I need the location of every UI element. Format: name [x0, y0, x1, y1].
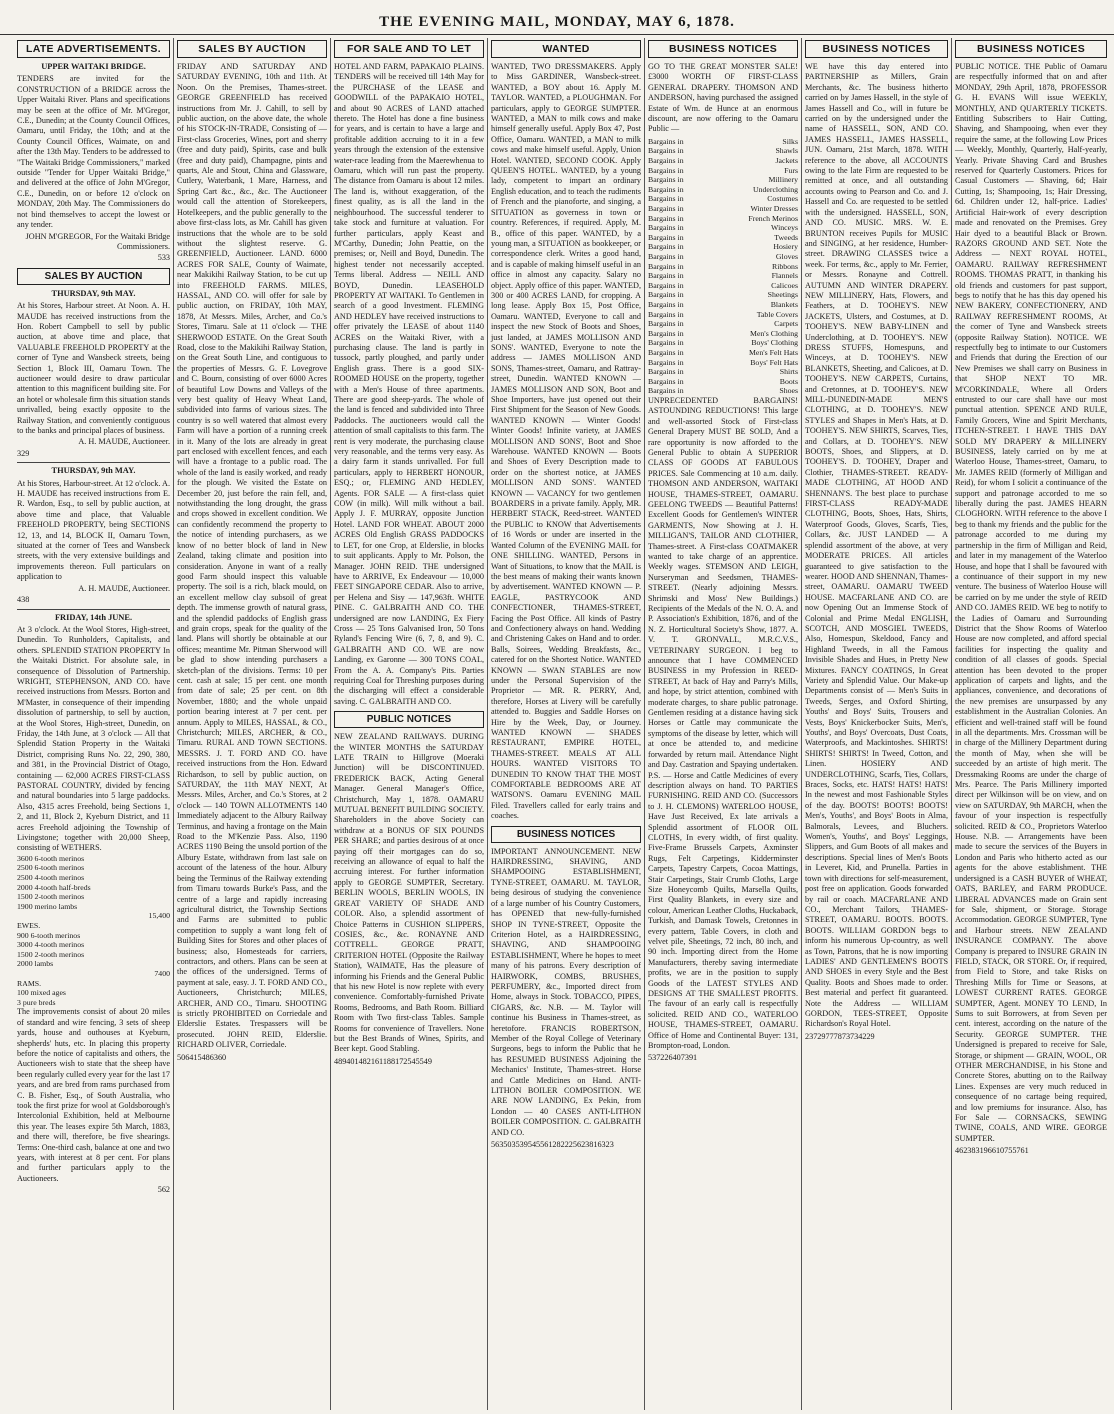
column-heading: FOR SALE AND TO LET [334, 40, 484, 58]
monster-sale-intro: GO TO THE GREAT MONSTER SALE! £3000 WORTH OF FIRST-CLASS GENERAL DRAPERY. THOMSON AND ANDERSON, having purchased the assigned Estate of Wm. de Hunce at an enormous discount, are now offering to the Oamaru Public — [648, 62, 798, 134]
property-listings: HOTEL AND FARM, PAPAKAIO PLAINS. TENDERS will be received till 14th May for the PURCHASE of the LEASE and GOODWILL of the PAPAKAIO HOTEL, and about 90 ACRES of LAND attached thereto. The Hotel has done a fine business for years, and is certain to have a large and profitable addition accruing to it in a few years through the extension of the extensive water-race leading from the Maerewhenua to Oamaru, which will run past the property. The distance from Oamaru is about 12 miles. The land is, without exaggeration, of the finest quality, as is all the land in the neighbourhood. The successful tenderer to take stock and furniture at valuation. For further particulars, apply Keast and M'Carthy, Dunedin; John Peattie, on the premises; or, Neill and Boyd, Dunedin. The highest tender not necessarily accepted. Terms liberal. Address — NEILL AND BOYD, Dunedin. LEASEHOLD PROPERTY AT WAITAKI. To Gentlemen in search of a good Investment. FLEMING AND HEDLEY have received instructions to offer privately the LEASE of about 1140 ACRES on the Waitaki River, with a purchasing clause. The land is partly in tussock, partly ploughed, and partly under English grass. There is a good SIX-ROOMED HOUSE on the property, together with a Men's House of three apartments. There are good sheep-yards. The whole of the land is fenced and subdivided into Three Paddocks. The auctioneers would call the attention of small capitalists to this farm. The rent is very moderate, the purchasing clause very reasonable, and the terms very easy. As a dairy farm it stands unrivalled. For full particulars, apply to HERBERT HONOUR, ESQ.; or, FLEMING AND HEDLEY, Agents. FOR SALE — A first-class quiet COW (in milk). Will milk without a bail. Apply J. F. MURRAY, opposite Junction Hotel. LAND FOR WHEAT. ABOUT 2000 ACRES Old English GRASS PADDOCKS to LET, for one Crop, at Elderslie, in blocks to suit applicants. Apply to Mr. Polson, the Manager. JOHN REID. THE undersigned have to ARRIVE, Ex Endeavour — 10,000 FEET SINGAPORE CEDAR. Also to arrive, per Helena and Sisy — 147,963ft. WHITE PINE. C. GALBRAITH AND CO. THE undersigned are now LANDING, Ex Fiery Cross — 25 Tons Galvanised Iron, 50 Tons Ryland's Fencing Wire (6, 7, 8, and 9). C. GALBRAITH AND CO. WE are now Landing, ex Garonne — 300 TONS COAL, From the A. A. Company's Pits. Parties requiring Coal for Threshing purposes during the discharging will effect a considerable saving. C. GALBRAITH AND CO. [334, 62, 484, 706]
ad-signature: A. H. MAUDE, Auctioneer. [78, 437, 170, 447]
masthead [0, 0, 1114, 35]
bargain-row: Bargains in Jackets [648, 156, 798, 166]
bargain-row: Bargains in Costumes [648, 194, 798, 204]
ad-numbers: 462383196610755761 [955, 1146, 1029, 1156]
ad-signature: A. H. MAUDE, Auctioneer. [78, 583, 170, 593]
sheep-row: 2000 lambs [17, 959, 54, 969]
wanted-listings: WANTED, TWO DRESSMAKERS. Apply to Miss GARDINER, Wansbeck-street. WANTED, a BOY about 16. Apply M. TAYLOR. WANTED, a PLOUGHMAN. For particulars, apply to GEORGE SUMPTER. WANTED, a MAN to milk cows and make himself generally useful. Apply Box 47, Post Office, Oamaru. WANTED, a MAN to milk cows and make himself useful. Apply, Union Hotel. WANTED, SECOND COOK. Apply QUEEN'S HOTEL. WANTED, by a young lady, competent to impart an ordinary English education, and to teach the rudiments of French and the pianoforte, and singing, a SITUATION as governess in town or country. References, if required. Apply, M. B., office of this paper. WANTED, by a young man, a SITUATION as bookkeeper, or correspondence clerk. Writes a good hand, and is capable of making himself useful in an office in almost any capacity. Salary no object. Apply office of this paper. WANTED, 300 or 400 ACRES LAND, for cropping. A long lease. Apply Box 15, Post Office, Oamaru. WANTED, Everyone to call and inspect the new Stock of Boots and Shoes, just landed, at JAMES MOLLISON AND SONS'. WANTED, Everyone to note the address — JAMES MOLLISON AND SONS, Thames-street, Oamaru, and Rattray-street, Dunedin. WANTED KNOWN — JAMES MOLLISON AND SON, Boot and Shoe Importers, have just opened out their First Shipment for the Season of New Goods. WANTED KNOWN — Winter Goods! Winter Goods! Infinite variety, at JAMES MOLLISON AND SONS', Boot and Shoe Warehouse. WANTED KNOWN — Boots and Shoes of Every Description made to order on the shortest notice, at JAMES MOLLISON AND SONS'. WANTED KNOWN — VACANCY for two gentlemen BOARDERS in a private family. Apply, MR. HERBERT STACK, Reed-street. WANTED the PUBLIC to KNOW that Advertisements of 16 Words or under are inserted in the Wanted Column of the EVENING MAIL for ONE SHILLING. WANTED, Persons in Want of Situations, to know that the MAIL is the best means of making their wants known by advertisement. WANTED KNOWN — P. EAGLE, PASTRYCOOK AND CONFECTIONER, THAMES-STREET, Facing the Post Office. All kinds of Pastry and Confectionery always on hand. Wedding and Christening Cakes on Hand and to order. Balls, Soirees, Wedding Breakfasts, &c., catered for on the Shortest Notice. WANTED KNOWN — SWAN STABLES are now under the Personal Supervision of the Proprietor — MR. R. PERRY, And, therefore, Horses at Livery will be carefully attended to. Buggies and Saddle Horses on Hire by the Week, Day, or Journey. WANTED KNOWN — SHADES RESTAURANT, EMPIRE HOTEL, THAMES-STREET. MEALS AT ALL HOURS. WANTED VISITORS TO DUNEDIN TO KNOW THAT THE MOST COMFORTABLE BEDROOMS ARE AT WATSON'S. Oamaru EVENING MAIL Filed. Travellers called for early trains and coaches. [491, 62, 641, 821]
ad-title: FRIDAY, 14th JUNE. [54, 612, 133, 622]
column-heading: LATE ADVERTISEMENTS. [17, 40, 170, 58]
bargain-row: Bargains in Calicoes [648, 280, 798, 290]
columns [14, 38, 1110, 1410]
bargain-row: Bargains in Carpets [648, 319, 798, 329]
column-heading: BUSINESS NOTICES [955, 40, 1107, 58]
column-business-notices-1 [645, 38, 802, 1410]
business-notices: UNPRECEDENTED BARGAINS! ASTOUNDING REDUCTIONS! This large and well-assorted Stock of First-class General Drapery MUST BE SOLD, And a rare opportunity is now afforded to the General Public to obtain A SUPERIOR CLASS OF GOODS AT FABULOUS PRICES. Sale Commencing at 10 a.m. daily. THOMSON AND ANDERSON, WAITAKI HOUSE, THAMES-STREET, OAMARU. GEELONG TWEEDS — Beautiful Patterns! Excellent Goods for Gentlemen's WINTER GARMENTS, Now Showing at J. H. MILLIGAN'S, TAILOR AND CLOTHIER, Thames-street. A First-class COATMAKER wanted to take charge of an apprentice. Weekly wages. STEMSON AND LEIGH, Nurseryman and Seedsmen, THAMES-STREET. (Nearly adjoining Messrs. Shrimski and Moss' New Buildings.) Recipients of the Medals of the N. O. A. and P. Association's Exhibition, 1876, and of the N. Z. Horticultural Society's Show, 1877. A. V. T. GRONVALL, M.R.C.V.S., VETERINARY SURGEON. I beg to announce that I have COMMENCED BUSINESS in my Profession in REED-STREET, At back of Hay and Parry's Mills, and hope, by strict attention, combined with moderate charges, to share public patronage. Gentlemen residing at a distance having sick Horses or Cattle may communicate the symptoms of the disease by letter, which will at once be attended to, and medicine forwarded by return mail. Attendance Night and Day. Castration and Spaying undertaken. P.S. — Horse and Cattle Medicines of every description always on hand. TO PARTIES FURNISHING. REID AND CO. (Successors to J. H. CLEMONS) WATERLOO HOUSE, Have Just Received, Ex late arrivals a Splendid assortment of FLOOR OIL CLOTHS, In every width, of first quality. Five-Frame Brussels Carpets, Axminster Rugs, Felt Carpetings, Kidderminster Carpets, Tapestry Carpets, Cocoa Mattings, Stair Carpetings, Stair Crumb Cloths, Large Size Honeycomb Quilts, Marsella Quilts, First Quality Blankets, in every size and colour, American Leather Cloths, Huckaback, Turkish, and Damask Towels, Cretonnes in every pattern, Table Covers, in cloth and velvet pile, Sheetings, 72 inch, 80 inch, and 90 inch. Importing direct from the Home Manufacturers, thereby saving intermediate profits, we are in the position to supply Goods of the LATEST STYLES AND DESIGNS AT THE SMALLEST PROFITS. The favour of an early call is respectfully solicited. REID AND CO., WATERLOO HOUSE, THAMES-STREET, OAMARU. Office of Home and Continental Buyer: 131, Brompton-road, London. [648, 395, 798, 1051]
ad-numbers: 23729777873734229 [805, 1031, 875, 1041]
bargain-row: Bargains in Shirts [648, 367, 798, 377]
ad-title: THURSDAY, 9th MAY. [51, 288, 136, 298]
bargain-row: Bargains in Millinery [648, 175, 798, 185]
ad-title: THURSDAY, 9th MAY. [51, 466, 136, 476]
bargain-row: Bargains in Ribbons [648, 261, 798, 271]
column-business-notices-3 [952, 38, 1110, 1410]
bargain-row: Bargains in Winter Dresses [648, 204, 798, 213]
bargain-row: Bargains in Sheetings [648, 290, 798, 300]
bargain-row: Bargains in Boys' Clothing [648, 338, 798, 348]
sheep-row: 2000 4-tooth half-breds [17, 882, 91, 892]
bargain-row: Bargains in Men's Felt Hats [648, 347, 798, 357]
station-auction-ad [17, 613, 170, 1196]
business-notices: WE have this day entered into PARTNERSHIP as Millers, Grain Merchants, &c. The business hitherto carried on by James Hassell, in the style of James Hassell and Co., will in future be carried on by the undersigned under the name of HASSELL, SON, AND CO. JAMES HASSELL, JAMES HASSELL, JUN. Oamaru, 21st March, 1878. WITH reference to the above, all ACCOUNTS owing to the late Firm are requested to be remitted at once, and all outstanding accounts owing to Pearson and Co. and J. Hassell and Co. are requested to be settled with the undersigned. HASSELL, SON, AND CO. MUSIC. MRS. W. E. BRUNTON receives Pupils for MUSIC and SINGING, at her residence, Humber-street. DRAWING CLASSES twice a week. For terms, &c., apply to Mr. Ferrier, or Messrs. Ronayne and Cottrell. AUTUMN AND WINTER DRAPERY. NEW MILLINERY, Hats, Flowers, and Feathers, at D. TOOHEY'S. NEW JACKETS, Ulsters, and Costumes, at D. TOOHEY'S. NEW BABY-LINEN and Underclothing, at D. TOOHEY'S. NEW DRESS STUFFS, Homespuns, and Winceys, at D. TOOHEY'S. NEW BLANKETS, Sheeting, and Calicoes, at D. TOOHEY'S. NEW CARPETS, Curtains, and Cretonnes, at D. TOOHEY'S. NEW MILL-DUNEDIN-MADE MEN'S CLOTHING, at D. TOOHEY'S. NEW STYLES and Shapes in Men's Hats, at D. TOOHEY'S. NEW SHIRTS, Scarves, Ties, and Collars, at D. TOOHEY'S. NEW BOOTS, Shoes, and Slippers, at D. TOOHEY'S. D. TOOHEY, Draper and Clothier, THAMES-STREET. READY-MADE CLOTHING, AT HOOD AND SHENNAN'S. The best place to purchase FIRST-CLASS READY-MADE CLOTHING, Boots, Shoes, Hats, Shirts, Waterproof Goods, Gloves, Scarfs, Ties, Collars, &c. JUST LANDED — A splendid assortment of the above, at very MODERATE PRICES. All articles guaranteed to give satisfaction to the wearer. HOOD AND SHENNAN, Thames-street, OAMARU. OAMARU TWEED HOUSE. MACFARLANE AND CO. are now Opening Out an Immense Stock of Colonial and Prime Medal ENGLISH, SCOTCH, AND MOSGIEL TWEEDS, Also, Homespun, Skeldood, Fancy and Highland Tweeds, in all the Famous Invisible Shades and Hues, in Pretty New Mixtures. FANCY COATINGS, In Great Variety and Splendid Value. Our Make-up Departments consist of — Men's Suits in Tweeds, Serges, and Oxford Shirting, Youths' and Boys' Suits, Trousers and Vests, Boys' Knickerbocker Suits, Men's, Youths', and Boys' Overcoats, Dust Coats, Waterproofs, and Mackintoshes. SHIRTS! SHIRTS! SHIRTS! In Tweed, Cotton, and Linen. HOSIERY AND UNDERCLOTHING, Scarfs, Ties, Collars, Braces, Socks, etc. HATS! HATS! HATS! In the newest and most Fashionable Styles of the day. BOOTS! BOOTS! BOOTS! Men's, Youths', and Boys' Boots in Alma, Balmorals, Levees, and Bluchers. Women's, Youths', and Boys' Leggings, Slippers, and Gum Boots of all makes and descriptions. Special lines of Men's Boots in Leveret, Kid, and Prunella. Parties in town with directions for self-measurement, post free on application. Goods forwarded by rail or coach. MACFARLANE AND CO., Merchant Tailors, THAMES-STREET, OAMARU. BOOTS. BOOTS. BOOTS. WILLIAM GORDON begs to inform his numerous Up-country, as well as Town, Patrons, that he is now importing LADIES' AND GENTLEMEN'S BOOTS AND SHOES in every Style and the Best Quality. Boots and Shoes made to order. Best material and perfect fit guaranteed. Note the Address — WILLIAM GORDON, TEES-STREET, Opposite Richardson's Royal Hotel. [805, 62, 948, 1029]
ad-numbers: 506415486360 [177, 1052, 227, 1062]
ad-signature: JOHN M'GREGOR, For the Waitaki Bridge Commissioners. [25, 231, 170, 251]
auction-listings: FRIDAY AND SATURDAY AND SATURDAY EVENING, 10th and 11th. At Noon. On the Premises, Thames-street. GEORGE GREENFIELD has received instructions from Mr. J. Cahill, to sell by public auction, on the above date, the whole of his STOCK-IN-TRADE, Consisting of — First-class Groceries, Wines, port and sherry (free and duty paid), Spirits, case and bulk (free and duty paid), Champagne, pints and quarts, Ale and Stout, China and Glassware, Cutlery, Waterbank, 1 Mare, Harness, and Spring Cart &c., &c., &c. The Auctioneer would call the attention of Storekeepers, Hotelkeepers, and the public generally to the above first-class lots, as Mr. Cahill has given instructions that the whole are to be sold without the slightest reserve. G. GREENFIELD, Auctioneer. LAND. 6000 ACRES FOR SALE, County of Waimate, near Makikihi Railway Station, to be cut up into FREEHOLD FARMS. MILES, HASSAL, AND CO. will offer for sale by public auction, on FRIDAY, 10th MAY, 1878, At Messrs. Miles, Archer, and Co.'s Stores, Timaru. Sale at 11 o'clock — THE SHERWOOD ESTATE. On the Great South Road, close to the Makikihi Railway Station, on the Great South Line, and contiguous to the properties of Messrs. G. F. Lovegrove and C. Bourn, consisting of over 6000 Acres of beautiful Low Downs and Valleys of the very best quality of Heavy Wheat Land, subdivided into farms of various sizes. The country is so well watered that almost every Farm will have a portion of a running creek in it. Many of the lots are already in great part enclosed with excellent fences, and each will have a frontage to a public road. The whole of the land is easily worked, and ready for the plough. We visited the Estate on December 20, just before the rain fell, and, notwithstanding the long drought, the grass and crops showed in excellent condition. We can confidently recommend the property to the notice of intending purchasers, as we know of no better block of land in New Zealand, taking climate and position into consideration. Anyone in want of a really good Farm should inspect this valuable property. The soil is a rich, black mould, on an excellent mellow clay subsoil of great depth. The immense growth of natural grass, and the splendid paddocks of English grass and grain crops, speak for the quality of the land. Plans will shortly be obtainable at our offices; meantime Mr. Pitman Sherwood will be glad to show intending purchasers a sketch-plan of the divisions. Terms: 10 per cent. cash at sale; 15 per cent. one month from date of sale; 25 per cent. on 8th November, 1880; and the whole unpaid portion bearing interest at 7 per cent. per annum. Apply to MILES, HASSAL, & CO., Christchurch; MILES, ARCHER, & CO., Timaru. RURAL AND TOWN SECTIONS. MESSRS. J. T. FORD AND CO. have received instructions from the Hon. Edward Richardson, to sell by public auction, on SATURDAY, the 11th MAY NEXT, At Messrs. Miles, Archer, and Co.'s Stores, at 2 o'clock — 140 TOWN ALLOTMENTS 140 Immediately adjacent to the Albury Railway Terminus, and having a frontage on the Main Road to the M'Kenzie Pass. Also, 1190 ACRES 1190 Being the unsold portion of the Albury Estate, withdrawn from last sale on account of the lateness of the hour. Albury being the Terminus of the Railway extending from Timaru towards Burke's Pass, and the centre of a large and rapidly increasing agricultural district, the Township Sections and Farms are submitted to public competition to supply a want long felt of Building Sites for Stores and other places of business; also, Homesteads for carriers, contractors, and others. Plans can be seen at the offices of the undersigned. Terms of payment at sale, easy. J. T. FORD AND CO., Auctioneers, Christchurch; MILES, ARCHER, AND CO., Timaru. SHOOTING is strictly PROHIBITED on Corriedale and Elderslie Estates. Trespassers will be prosecuted. JOHN REID, Elderslie. RICHARD OLIVER, Corriedale. [177, 62, 327, 1050]
sheep-row: 7400 [154, 968, 170, 978]
bargain-row: Bargains in Shoes [648, 386, 798, 396]
ad-number: 438 [17, 595, 30, 605]
sheep-row: 2500 6-tooth merinos [17, 863, 85, 873]
column-for-sale-and-to-let [331, 38, 488, 1410]
ad-title: UPPER WAITAKI BRIDGE. [41, 62, 146, 71]
ad-body: At his Stores, Harbour-street. At 12 o'clock. A. H. MAUDE has received instructions from E. R. Wardon, Esq., to sell by public auction, at above time and place, that Valuable FREEHOLD PROPERTY, being SECTIONS 12, 13, and 14, BLOCK II, Oamaru Town, situated at the corner of Tees and Wansbeck streets, with the very extensive buildings and improvements thereon. Full particulars on application to [17, 478, 170, 582]
ad-numbers: 489401482161188172545549 [334, 1056, 432, 1066]
bargain-row: Bargains in Hosiery [648, 242, 798, 252]
sheep-row: 15,400 [148, 911, 170, 921]
sheep-row: 100 mixed ages [17, 988, 66, 998]
ad-numbers: 537226407391 [648, 1053, 698, 1063]
sheep-row: 1500 2-tooth merinos [17, 892, 85, 902]
newspaper-title: THE EVENING MAIL, MONDAY, MAY 6, 1878. [379, 14, 735, 30]
column-heading: SALES BY AUCTION [177, 40, 327, 58]
bargain-row: Bargains in Boys' Felt Hats [648, 357, 798, 367]
column-heading: WANTED [491, 40, 641, 58]
ad-numbers: 563503539545561282225623816323 [491, 1140, 614, 1150]
sheep-row: EWES. [17, 921, 41, 930]
column-business-notices-2 [802, 38, 952, 1410]
bargain-row: Bargains in Underclothing [648, 184, 798, 194]
ad-number: 533 [157, 253, 170, 263]
sheep-row: RAMS. [17, 978, 42, 988]
bargain-list [648, 137, 798, 396]
bargain-row: Bargains in Tweeds [648, 232, 798, 242]
sheep-row: 2500 4-tooth merinos [17, 873, 85, 883]
ad-tail: The improvements consist of about 20 miles of standard and wire fencing, 3 sets of sheep yards, house and outhouses at Kyeburn, shepherds' huts, etc. In placing this property before the notice of capitalists and others, the Auctioneers wish to state that the sheep have been regularly culled every year for the last 17 years, and are bred from rams purchased from C. B. Fisher, Esq., of South Australia, who took the first prize for wool at Goldsborough's Intercolonial Exhibition, held at Melbourne this year. The leases expire 5th March, 1883, and there will, therefore, be five shearings. Terms: One-third cash, balance at one and two years, with interest at 8 per cent. For plans and further particulars apply to the Auctioneers. [17, 1007, 170, 1183]
ad-body: TENDERS are invited for the CONSTRUCTION of a BRIDGE across the Upper Waitaki River. Plans and specifications may be seen at the office of Mr. M'Gregor, C.E., Dunedin; at the County Council Offices, Oamaru, until Friday, the 10th; and at the County Council Offices, Waimate, on and after the 13th May. Tenders to be addressed to "The Waitaki Bridge Commissioners," marked outside "Tender for Upper Waitaki Bridge," and delivered at the office of John M'Gregor, C.E., Dunedin, on or before 12 o'clock on MONDAY, 20th May. The Commissioners do not bind themselves to accept the lowest or any tender. [17, 74, 170, 230]
public-notices: NEW ZEALAND RAILWAYS. DURING the WINTER MONTHS the SATURDAY LATE TRAIN to Hillgrove (Moeraki Junction) will be DISCONTINUED. FREDERICK BACK, Acting General Manager. General Manager's Office, Christchurch, May 1, 1878. OAMARU MUTUAL BENEFIT BUILDING SOCIETY. Shareholders in the above Society can withdraw at a BONUS OF SIX POUNDS PER SHARE; and parties desirous of at once paying off their mortgages can do so, receiving an allowance of equal to half the accruing interest. For further information apply to GEORGE SUMPTER, Secretary. BERLIN WOOLS, BERLIN WOOLS, IN GREAT VARIETY OF SHADE AND COLOR. Also, a splendid assortment of Choice Patterns in CUSHION SLIPPERS, COSIES, &c., &c. RONAYNE AND COTTRELL. GEORGE PRATT, CRITERION HOTEL (Opposite the Railway Station), WAIMATE, Has the pleasure of informing his Friends and the General Public that his new Hotel is now replete with every convenience. Comfortably-furnished Private Rooms, Bedrooms, and Bath Room. Billiard Room with Two first-class Tables. Sample Rooms for convenience of Travellers. None but the Best Brands of Wines, Spirits, and Beer kept. Good Stabling. [334, 732, 484, 1054]
auction-ad [17, 466, 170, 605]
bargain-row: Bargains in French Merinos [648, 213, 798, 223]
column-late-advertisements [14, 38, 174, 1410]
bargain-row: Bargains in Boots [648, 376, 798, 386]
column-wanted [488, 38, 645, 1410]
section-heading: SALES BY AUCTION [17, 268, 170, 285]
bargain-row: Bargains in Gloves [648, 251, 798, 261]
section-heading: BUSINESS NOTICES [491, 826, 641, 843]
bargain-row: Bargains in Silks [648, 136, 798, 146]
ad-body: At his Stores, Harbour street. At Noon. A. H. MAUDE has received instructions from the Hon. Robert Campbell to sell by public auction, at above time and place, that VALUABLE FREEHOLD PROPERTY at the corner of Tyne and Wansbeck streets, being Section 1, Block III, Oamaru Town. The auctioneer would desire to draw particular attention to this magnificent building site. For an hotel or wholesale firm this situation stands unrivalled, being exactly opposite to the Railway Station, and conveniently contiguous to the banks and principal places of business. [17, 301, 170, 435]
bargain-row: Bargains in Shawls [648, 146, 798, 156]
business-notices: IMPORTANT ANNOUNCEMENT. NEW HAIRDRESSING, SHAVING, AND SHAMPOOING ESTABLISHMENT, TYNE-STREET, OAMARU. M. TAYLOR, being desirous of studying the convenience of a large number of his Country Customers, has OPENED that new-fully-furnished SHOP IN TYNE-STREET, Opposite the Criterion Hotel, as a HAIRDRESSING, SHAVING, AND SHAMPOOING ESTABLISHMENT, Where he hopes to meet many of his patrons. Every description of HAIRWORK, COMBS, BRUSHES, PERFUMERY, &c., Imported direct from Home, always in Stock. TOBACCO, PIPES, CIGARS, &c. N.B. — M. Taylor will continue his Business in Thames-street, as heretofore. FRANCIS ROBERTSON, Member of the Royal College of Veterinary Surgeons, begs to inform the Public that he has RESUMED BUSINESS Adjoining the Mechanics' Institute, Thames-street. Horse and Cattle Medicines on Hand. ANTI-LITHON BOILER COMPOSITION. WE ARE NOW LANDING, Ex Pekin, from London — 40 CASES ANTI-LITHON BOILER COMPOSITION. C. GALBRAITH AND CO. [491, 846, 641, 1137]
ad-body: At 3 o'clock. At the Wool Stores, High-street, Dunedin. To Runholders, Capitalists, and others. SPLENDID STATION PROPERTY In the Waitaki District. For absolute sale, in consequence of Dissolution of Partnership. WRIGHT, STEPHENSON, AND CO. have received instructions from Messrs. Borton and M'Master, in consequence of their impending dissolution of partnership, to sell by auction, at the Wool Stores, High-street, Dunedin, on Friday, the 14th June, at 3 o'clock — All that Splendid Station Property in the Waitaki District, comprising Runs No. 22, 290, 380, and 381, in the Provincial District of Otago, containing — 62,000 ACRES FIRST-CLASS PASTORAL COUNTRY, divided by fencing and natural boundaries into 5 large paddocks. Also, 4315 acres Freehold, being Sections 1, 2, and 11, Block 2, Kyeburn District, and 11 acres Freehold adjoining the Township of Livingstone; together with 20,000 Sheep, consisting of WETHERS. [17, 624, 170, 853]
sheep-row: 1500 2-tooth merinos [17, 949, 85, 959]
bridge-tender-ad [17, 62, 170, 264]
business-notices: PUBLIC NOTICE. THE Public of Oamaru are respectfully informed that on and after MONDAY, 29th April, 1878, PROFESSOR G. H. EVANS Will issue WEEKLY, MONTHLY, AND QUARTERLY TICKETS. Entitling Subscribers to Hair Cutting, Shaving, and Shampooing, when ever they require the same, at the following Low Prices — Weekly, Monthly, Quarterly, Half-yearly, Yearly. Private Shaving Card and Brushes reserved for Quarterly Customers. Prices for Casual Customers — Shaving, 6d; Hair Cutting, 1s; Shampooing, 1s; Hair Dressing, 6d. Children under 12, half-price. Ladies' Artificial Hair-work of every description made and renovated on the Premises. Grey Hair dyed to a beautiful Black or Brown. RAZORS GROUND AND SET. Note the Address — NEXT ROYAL HOTEL, OAMARU. RAILWAY REFRESHMENT ROOMS. THOMAS PRATT, in thanking his old friends and customers for past support, begs to notify that he has this day opened his NEW BAKERY, CONFECTIONERY, AND RAILWAY REFRESHMENT ROOMS, At the corner of Tyne and Wansbeck streets (opposite Railway Station). NOTICE. WE respectfully beg to intimate to our Customers and Friends that during the Erection of our New Premises we shall carry on Business in that SHOP NEXT TO MR. M'CORKINDALE, Where all Orders entrusted to our care shall have our most punctual attention. SPENCE AND RULE, Family Grocers, Wine and Spirit Merchants, ITCHEN-STREET. I HAVE THIS DAY SOLD MY DRAPERY & MILLINERY BUSINESS, lately carried on by me at Waterloo House, Thames-street, Oamaru, to Mr. JAMES REID (formerly of Milligan and Reid), for whom I solicit a continuance of the support and patronage accorded to me so liberally during the past. JAMES HEARN CLOGHORN. WITH reference to the above I beg to thank my friends and the public for the patronage accorded to me during my partnership in the firm of Milligan and Reid, and later in my management of the Waterloo House, and hope that I shall be favoured with a continuance of their support in my new venture. The business of Waterloo House will be carried on by me under the style of REID AND CO. JAMES REID. WE beg to notify to the Ladies of Oamaru and Surrounding District that the Show Rooms of Waterloo House are now completed, and afford special facilities for inspecting the quality and condition of all classes of goods. Special attention has been devoted to the proper application of carpets and lights, and the appliances, convenience, and decorations of the new premises are unsurpassed by any establishment in the Australian Colonies. An efficient and well-trained staff will be found in all the departments. Mrs. Crossman will be in charge of the Millinery Department during the month of May, when she will be succeeded by an artiste of high merit. The Dressmaking Rooms are under the charge of Mrs. Pearce. The Paris Millinery imported direct per Wilkinson will be on view, and on view on SATURDAY, 9th MARCH, when the favour of your inspection is respectfully solicited. REID & CO., Proprietors Waterloo House. N.B. — Arrangements have been made to secure the services of the Buyers in London and Paris who hitherto acted as our agents for the above establishment. THE undersigned is a CASH BUYER of WHEAT, OATS, BARLEY, and FARM PRODUCE. LIBERAL ADVANCES made on Grain sent for Sale, shipment, or Storage. Storage Accommodation. GEORGE SUMPTER, Tyne and Harbour streets. NEW ZEALAND INSURANCE COMPANY. The above Company is prepared to INSURE GRAIN IN FIELD, STACK, OR STORE. Or, if required, from Field to Store, and take Risks on Threshing Mills for Time or Seasons, at LOWEST CURRENT RATES. GEORGE SUMPTER, Agent. MONEY TO LEND, In Sums to suit Borrowers, at from Seven per cent. interest, according on the nature of the Security. GEORGE SUMPTER. THE Undersigned is prepared to receive for Sale, Storage, or shipment — GRAIN, WOOL, OR OTHER MERCHANDISE, in his Stone and Concrete Stores, abutting on to the Railway Lines. Expenses are very much reduced in consequence of no cartage being required, and low premiums for insurance. Also, has For Sale — CORNSACKS, SEWING TWINE, COALS, AND WIRE. GEORGE SUMPTER. [955, 62, 1107, 1143]
bargain-row: Bargains in Men's Clothing [648, 328, 798, 338]
sheep-list [17, 854, 170, 1008]
column-heading: BUSINESS NOTICES [648, 40, 798, 58]
sheep-row: 3600 6-tooth merinos [17, 853, 85, 863]
sheep-row: 3 pure breds [17, 997, 56, 1007]
sheep-row: 900 6-tooth merinos [17, 930, 81, 940]
sheep-row: 1900 merino lambs [17, 901, 78, 911]
bargain-row: Bargains in Table Covers [648, 309, 798, 319]
section-heading: PUBLIC NOTICES [334, 711, 484, 728]
ad-number: 329 [17, 448, 30, 458]
bargain-row: Bargains in Blankets [648, 299, 798, 309]
auction-ad [17, 289, 170, 460]
ad-number: 562 [157, 1185, 170, 1195]
column-heading: BUSINESS NOTICES [805, 40, 948, 58]
bargain-row: Bargains in Furs [648, 165, 798, 175]
bargain-row: Bargains in Flannels [648, 271, 798, 281]
column-sales-by-auction [174, 38, 331, 1410]
sheep-row: 3000 4-tooth merinos [17, 940, 85, 950]
bargain-row: Bargains in Winceys [648, 223, 798, 233]
